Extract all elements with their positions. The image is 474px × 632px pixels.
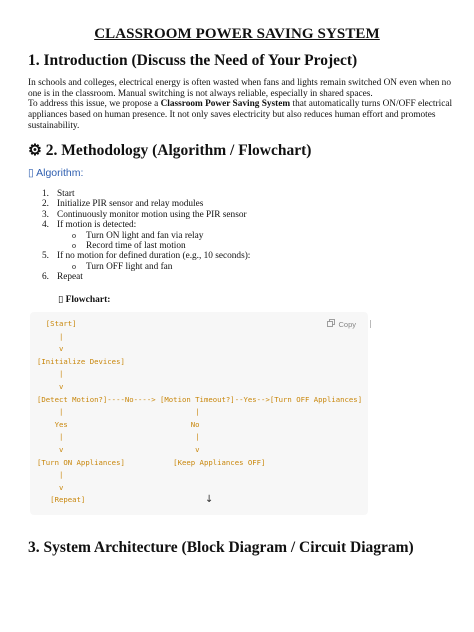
algorithm-step bbox=[28, 189, 250, 199]
algorithm-step bbox=[28, 210, 250, 220]
algorithm-icon: ▯ bbox=[28, 167, 34, 179]
intro-paragraph-1: In schools and colleges, electrical energy is often wasted when fans and lights remain switched ON even when no one is in the classroom. Manual switching is not always reliable, especially in shared spaces. bbox=[28, 78, 451, 99]
intro-paragraph-2-end: that automatically turns ON/OFF electrical appliances based on human presence. It not only saves electricity but also reduces human effort and promotes sustainability. bbox=[28, 99, 453, 131]
project-name-bold: Classroom Power Saving System bbox=[160, 99, 291, 109]
flowchart-text: [Start] | v [Initialize Devices] | v [Detect Motion?]----No----> [Motion Timeout?]--Yes-->[Turn OFF Appliances] | | Yes No | | v v [Turn ON Appliances] [Keep Appliances OFF] | v [Repeat] bbox=[37, 319, 363, 505]
algorithm-substep bbox=[28, 241, 250, 251]
step-number: 3. bbox=[42, 209, 49, 220]
step-number: 4. bbox=[42, 220, 49, 231]
intro-paragraph-2-start: To address this issue, we propose a bbox=[28, 99, 161, 109]
step-text: Record time of last motion bbox=[86, 241, 186, 252]
algorithm-step bbox=[28, 220, 250, 230]
algorithm-substep bbox=[28, 262, 250, 272]
step-text: Start bbox=[57, 189, 75, 199]
step-text: If motion is detected: bbox=[57, 220, 137, 231]
flowchart-label-text: Flowchart bbox=[65, 295, 108, 305]
gear-icon: ⚙ bbox=[28, 142, 42, 159]
intro-paragraph-2 bbox=[28, 99, 458, 131]
step-number: 2. bbox=[42, 199, 49, 210]
step-number: 1. bbox=[42, 189, 49, 199]
step-number: 6. bbox=[42, 272, 49, 283]
step-number: 5. bbox=[42, 251, 49, 262]
scrollbar-marker: | bbox=[369, 319, 372, 328]
flowchart-icon: ▯ bbox=[58, 295, 64, 305]
bullet-icon: o bbox=[72, 230, 76, 240]
algorithm-step bbox=[28, 199, 250, 209]
copy-label: Copy bbox=[338, 319, 356, 329]
step-text: Initialize PIR sensor and relay modules bbox=[57, 199, 204, 210]
step-text: If no motion for defined duration (e.g., 10 seconds): bbox=[57, 251, 251, 262]
architecture-heading: 3. System Architecture (Block Diagram / Circuit Diagram) bbox=[28, 539, 414, 556]
step-text: Turn ON light and fan via relay bbox=[86, 230, 204, 241]
bullet-icon: o bbox=[72, 241, 76, 251]
document-title: CLASSROOM POWER SAVING SYSTEM bbox=[94, 26, 380, 42]
algorithm-heading-text: Algorithm: bbox=[36, 167, 84, 179]
scroll-down-icon[interactable]: ↓ bbox=[205, 494, 214, 505]
intro-heading: 1. Introduction (Discuss the Need of Your Project) bbox=[28, 52, 358, 69]
algorithm-heading bbox=[28, 167, 83, 179]
step-text: Continuously monitor motion using the PIR sensor bbox=[57, 209, 247, 220]
bullet-icon: o bbox=[72, 261, 76, 271]
flowchart-label-colon: : bbox=[107, 295, 111, 305]
step-text: Turn OFF light and fan bbox=[86, 261, 173, 272]
algorithm-steps bbox=[28, 189, 250, 283]
algorithm-step bbox=[28, 272, 250, 282]
methodology-heading-text: 2. Methodology (Algorithm / Flowchart) bbox=[45, 142, 312, 159]
methodology-heading bbox=[28, 141, 311, 160]
flowchart-code-block bbox=[30, 312, 368, 515]
algorithm-substep bbox=[28, 231, 250, 241]
flowchart-label bbox=[58, 294, 110, 305]
step-text: Repeat bbox=[57, 272, 83, 283]
algorithm-step bbox=[28, 251, 250, 261]
